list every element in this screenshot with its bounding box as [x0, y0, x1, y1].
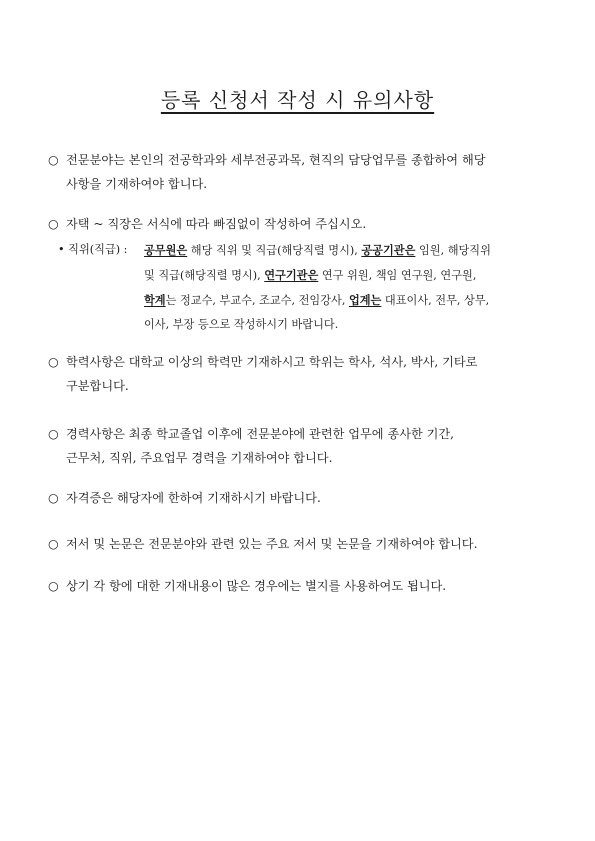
position-note-text: 연구 위원, 책임 연구원, 연구원,: [318, 269, 477, 282]
note-text: 상기 각 항에 대한 기재내용이 많은 경우에는 별지를 사용하여도 됩니다.: [66, 579, 447, 593]
note-text: 저서 및 논문은 전문분야와 관련 있는 주요 저서 및 논문을 기재하여야 합니다.: [66, 537, 478, 551]
note-text: 자격증은 해당자에 한하여 기재하시기 바랍니다.: [66, 491, 321, 505]
bullet-icon: ○: [48, 579, 59, 593]
position-note-text: 이사, 부장 등으로 작성하시기 바랍니다.: [144, 318, 339, 331]
note-item-license: [48, 486, 548, 510]
bullet-icon: ○: [48, 427, 59, 441]
position-note: [58, 238, 558, 337]
position-note-text: 임원, 해당직위: [415, 244, 491, 257]
note-item-career: [48, 422, 548, 470]
keyword-public-institution: 공공기관은: [361, 243, 416, 257]
note-item-education: [48, 350, 548, 398]
keyword-academia: 학계: [144, 293, 166, 307]
note-item-attachment: [48, 574, 548, 598]
bullet-icon: ○: [48, 153, 59, 167]
note-item-publications: [48, 532, 548, 556]
note-text: 경력사항은 최종 학교졸업 이후에 전문분야에 관련한 업무에 종사한 기간,: [66, 427, 455, 441]
position-note-text: 는 정교수, 부교수, 조교수, 전임강사,: [165, 294, 349, 307]
position-note-text: 및 직급(해당직렬 명시),: [144, 269, 265, 282]
bullet-icon: ○: [48, 537, 59, 551]
note-text-cont: 사항을 기재하여야 합니다.: [66, 177, 208, 191]
note-text: 전문분야는 본인의 전공학과와 세부전공과목, 현직의 담당업무를 종합하여 해당: [66, 153, 486, 167]
keyword-public-servant: 공무원은: [144, 243, 188, 257]
position-note-text: 대표이사, 전무, 상무,: [381, 294, 490, 307]
note-text-cont: 근무처, 직위, 주요업무 경력을 기재하여야 합니다.: [66, 451, 333, 465]
page-title: [0, 84, 595, 113]
bullet-icon: ○: [48, 217, 59, 231]
position-note-text: 해당 직위 및 직급(해당직렬 명시),: [187, 244, 362, 257]
note-text: 학력사항은 대학교 이상의 학력만 기재하시고 학위는 학사, 석사, 박사, 기타로: [66, 355, 478, 369]
keyword-industry: 업계는: [348, 293, 382, 307]
keyword-research-institution: 연구기관은: [264, 268, 319, 282]
title-text: 등록 신청서 작성 시 유의사항: [160, 88, 435, 112]
bullet-icon: ○: [48, 491, 59, 505]
note-text-cont: 구분합니다.: [66, 379, 129, 393]
note-item-specialty: [48, 148, 548, 196]
note-text: 자택 ~ 직장은 서식에 따라 빠짐없이 작성하여 주십시오.: [66, 217, 367, 231]
position-note-lead: • 직위(직급) :: [58, 243, 128, 256]
bullet-icon: ○: [48, 355, 59, 369]
note-item-address: [48, 212, 548, 236]
